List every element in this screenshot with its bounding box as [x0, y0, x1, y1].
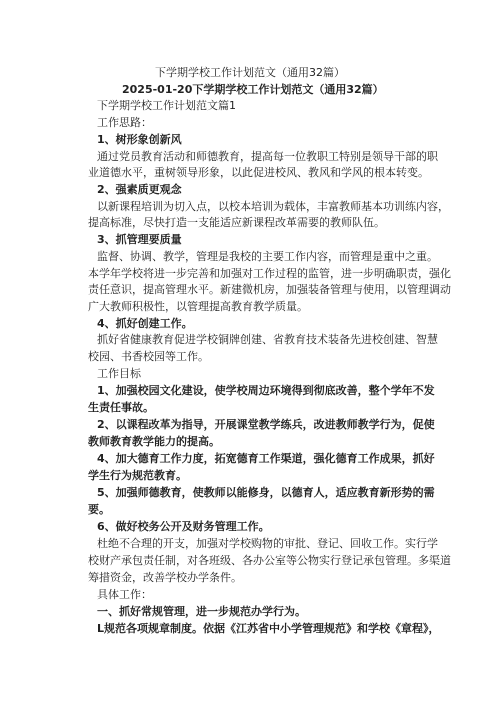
section-heading: 4、抓好创建工作。: [97, 317, 193, 330]
text-line: 要。: [88, 503, 110, 516]
text-line: 4、加大德育工作力度，拓宽德育工作渠道，强化德育工作成果，抓好: [97, 452, 435, 465]
text-line: 教师教育教学能力的提高。: [88, 435, 220, 448]
section-heading: 1、树形象创新风: [97, 133, 182, 146]
text-line: 2、以课程改革为指导，开展课堂教学练兵，改进教师教学行为，促使: [97, 418, 435, 431]
section-heading: 2、强素质更观念: [97, 183, 182, 196]
text-line: 生责任事故。: [88, 401, 154, 414]
article-title: 下学期学校工作计划范文篇1: [97, 99, 236, 112]
text-line: 杜绝不合理的开支，加强对学校购物的审批、登记、回收工作。实行学: [97, 537, 438, 550]
section-heading: 一、抓好常规管理，进一步规范办学行为。: [97, 605, 306, 618]
text-line: 校财产承包责任制，对各班级、各办公室等公物实行登记承包管理。多渠道: [88, 554, 451, 567]
section-heading: 工作目标: [97, 367, 141, 380]
text-line: 5、加强师德教育，使教师以能修身，以德育人，适应教育新形势的需: [97, 486, 435, 499]
document-title: 下学期学校工作计划范文（通用32篇）: [155, 66, 345, 79]
text-line: 1、加强校园文化建设，使学校周边环境得到彻底改善，整个学年不发: [97, 384, 435, 397]
section-heading: 3、抓管理要质量: [97, 233, 182, 246]
text-line: 监督、协调、教学，管理是我校的主要工作内容，而管理是重中之重。: [97, 250, 438, 263]
text-line: 提高标准，尽快打造一支能适应新课程改革需要的教师队伍。: [88, 216, 385, 229]
text-line: L规范各项规章制度。依据《江苏省中小学管理规范》和学校《章程》，: [97, 622, 440, 635]
text-line: 业道德水平，重树领导形象，以此促进校风、教风和学风的根本转变。: [88, 166, 429, 179]
text-line: 校园、书香校园等工作。: [88, 350, 209, 363]
text-line: 工作思路：: [97, 116, 152, 129]
text-line: 以新课程培训为切入点，以校本培训为载体，丰富教师基本功训练内容，: [97, 200, 449, 213]
text-line: 通过党员教育活动和师德教育，提高每一位教职工特别是领导干部的职: [97, 150, 438, 163]
text-line: 本学年学校将进一步完善和加强对工作过程的监管，进一步明确职责，强化: [88, 267, 451, 280]
text-line: 责任意识，提高管理水平。新建微机房，加强装备管理与使用，以管理调动: [88, 283, 451, 296]
text-line: 抓好省健康教育促进学校铜牌创建、省教育技术装备先进校创建、智慧: [97, 333, 438, 346]
section-heading: 具体工作：: [97, 588, 152, 601]
section-heading: 6、做好校务公开及财务管理工作。: [97, 520, 270, 533]
text-line: 广大教师积极性，以管理提高教育教学质量。: [88, 300, 308, 313]
text-line: 学生行为规范教育。: [88, 469, 187, 482]
text-line: 筹措资金，改善学校办学条件。: [88, 571, 242, 584]
date-line: 2025-01-20下学期学校工作计划范文（通用32篇）: [122, 83, 384, 96]
